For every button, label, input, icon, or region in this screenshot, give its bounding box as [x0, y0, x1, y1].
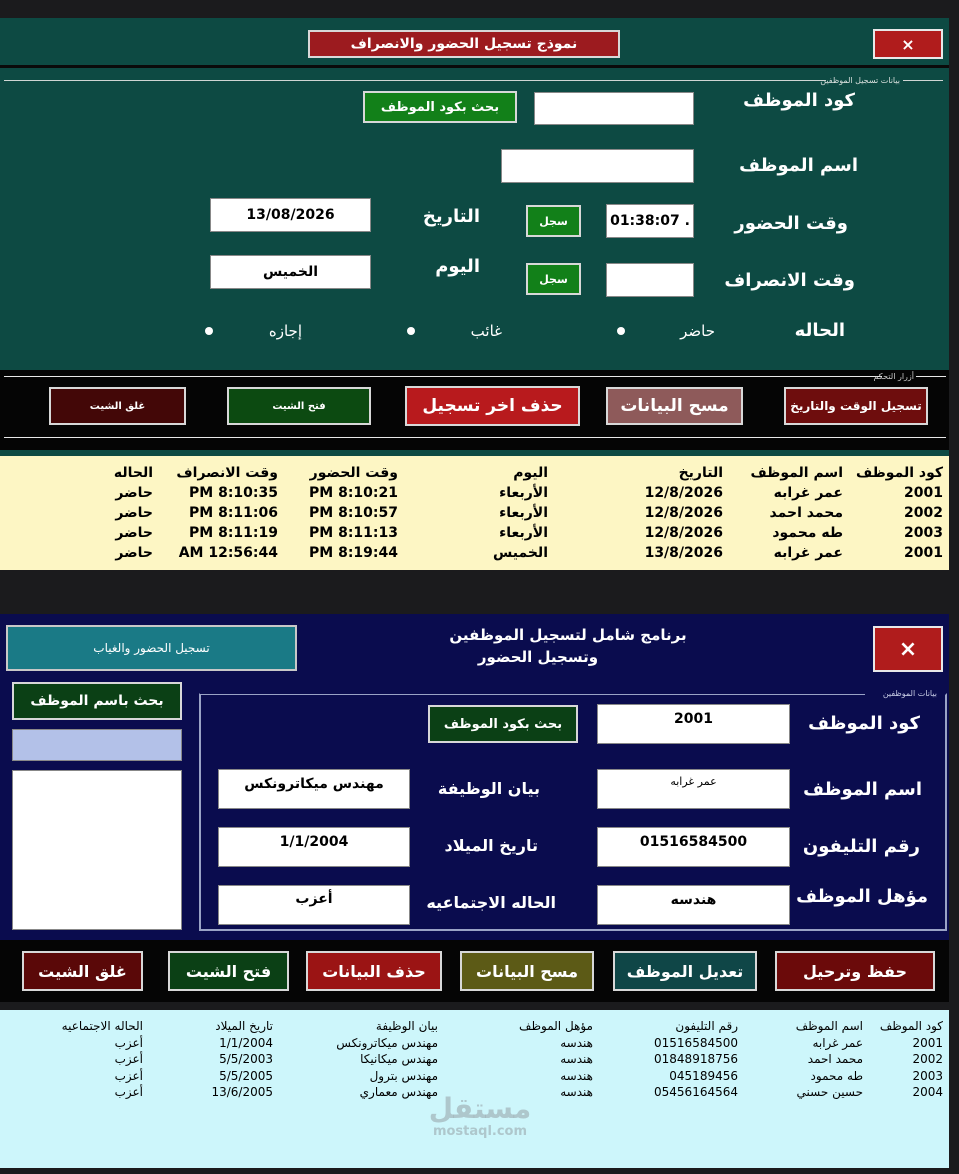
- table-row[interactable]: [78, 523, 943, 543]
- form1-status-label: الحاله: [794, 320, 845, 341]
- form2-section-caption: بيانات الموظفين: [882, 689, 937, 698]
- table-cell: الأربعاء: [499, 525, 548, 541]
- table-cell: أعزب: [114, 1052, 143, 1067]
- table-cell: هندسه: [560, 1035, 593, 1050]
- column-header[interactable]: رقم التليفون: [675, 1019, 738, 1034]
- status-option-present: حاضر: [680, 322, 715, 340]
- form1-section-caption: بيانات تسجيل الموظفين: [820, 76, 900, 85]
- table-cell: محمد احمد: [769, 505, 843, 521]
- form1-close-sheet-button[interactable]: غلق الشيت: [49, 387, 186, 425]
- table-row[interactable]: [23, 1068, 943, 1085]
- table-cell: هندسه: [560, 1085, 593, 1100]
- table-cell: مهندس ميكاترونكس: [336, 1035, 438, 1050]
- employees-table-panel: [0, 1010, 949, 1168]
- form2-close-button[interactable]: ×: [873, 626, 943, 672]
- watermark-logo: [420, 1094, 540, 1139]
- edit-employee-button[interactable]: تعديل الموظف: [613, 951, 757, 991]
- table-cell: طه محمود: [772, 525, 843, 541]
- form1-code-input[interactable]: [534, 92, 694, 125]
- qualification-input[interactable]: هندسه: [597, 885, 790, 925]
- attendance-table-panel: [0, 456, 949, 570]
- save-and-post-button[interactable]: حفظ وترحيل: [775, 951, 935, 991]
- table-row[interactable]: [23, 1035, 943, 1052]
- table-cell: 05456164564: [654, 1085, 738, 1100]
- table-cell: 8:10:57 PM: [309, 505, 398, 521]
- table-cell: مهندس ميكانيكا: [360, 1052, 438, 1067]
- phone-label: رقم التليفون: [802, 836, 920, 857]
- table-cell: 2003: [904, 525, 943, 541]
- table-cell: 12:56:44 AM: [178, 545, 278, 561]
- table-cell: 2002: [904, 505, 943, 521]
- form1-title: نموذج تسجيل الحضور والانصراف: [308, 30, 620, 58]
- form1-open-sheet-button[interactable]: فتح الشيت: [227, 387, 371, 425]
- form1-section-divider-right: [903, 80, 943, 81]
- birth-date-input[interactable]: 1/1/2004: [218, 827, 410, 867]
- table-cell: 2003: [912, 1068, 943, 1083]
- form1-controls-caption: أزرار التحكم: [873, 372, 914, 381]
- table-cell: 8:10:35 PM: [189, 485, 278, 501]
- job-title-input[interactable]: مهندس ميكاترونكس: [218, 769, 410, 809]
- form1-record-checkin-button[interactable]: سجل: [526, 205, 581, 237]
- qualification-label: مؤهل الموظف: [796, 886, 928, 907]
- column-header[interactable]: الحاله: [113, 465, 153, 481]
- table-cell: الأربعاء: [499, 485, 548, 501]
- table-cell: حاضر: [115, 505, 153, 521]
- column-header[interactable]: كود الموظف: [855, 465, 943, 481]
- form1-section-divider: [4, 80, 826, 81]
- form1-name-input[interactable]: [501, 149, 694, 183]
- phone-input[interactable]: 01516584500: [597, 827, 790, 867]
- table-row[interactable]: [78, 503, 943, 523]
- delete-last-record-button[interactable]: حذف اخر تسجيل: [405, 386, 580, 426]
- table-cell: 2001: [904, 545, 943, 561]
- status-radio-present[interactable]: [617, 327, 625, 335]
- table-row[interactable]: [78, 483, 943, 503]
- marital-status-label: الحاله الاجتماعيه: [426, 893, 556, 912]
- table-cell: 8:10:21 PM: [309, 485, 398, 501]
- form1-day-label: اليوم: [435, 256, 480, 277]
- form2-tab-attendance[interactable]: تسجيل الحضور والغياب: [6, 625, 297, 671]
- column-header[interactable]: اسم الموظف: [795, 1019, 863, 1034]
- form1-checkout-label: وقت الانصراف: [724, 270, 855, 291]
- table-cell: عمر غرابه: [812, 1035, 863, 1050]
- form1-code-label: كود الموظف: [743, 90, 855, 111]
- table-row[interactable]: [78, 543, 943, 563]
- table-cell: 2001: [904, 485, 943, 501]
- column-header[interactable]: التاريخ: [678, 465, 723, 481]
- table-cell: 12/8/2026: [644, 525, 723, 541]
- table-cell: 5/5/2005: [219, 1068, 273, 1083]
- form1-search-code-button[interactable]: بحث بكود الموظف: [363, 91, 517, 123]
- form2-open-sheet-button[interactable]: فتح الشيت: [168, 951, 289, 991]
- table-row[interactable]: [23, 1051, 943, 1068]
- column-header[interactable]: وقت الحضور: [309, 465, 398, 481]
- form2-search-code-button[interactable]: بحث بكود الموظف: [428, 705, 578, 743]
- name-results-list[interactable]: [12, 770, 182, 930]
- table-cell: 8:11:13 PM: [309, 525, 398, 541]
- form1-date-input[interactable]: 13/08/2026: [210, 198, 371, 232]
- table-cell: حسين حسني: [796, 1085, 863, 1100]
- column-header[interactable]: اسم الموظف: [750, 465, 843, 481]
- table-header-row: [23, 1018, 943, 1035]
- form1-checkin-label: وقت الحضور: [734, 213, 848, 234]
- form2-name-label: اسم الموظف: [803, 779, 922, 800]
- name-search-input[interactable]: [12, 729, 182, 761]
- table-cell: 12/8/2026: [644, 505, 723, 521]
- table-cell: 01516584500: [654, 1035, 738, 1050]
- table-cell: الأربعاء: [499, 505, 548, 521]
- table-cell: أعزب: [114, 1068, 143, 1083]
- table-cell: أعزب: [114, 1085, 143, 1100]
- column-header[interactable]: الحاله الاجتماعيه: [61, 1019, 143, 1034]
- table-cell: مهندس بترول: [369, 1068, 438, 1083]
- attendance-table: [78, 463, 943, 563]
- birth-date-label: تاريخ الميلاد: [444, 836, 538, 855]
- form1-date-label: التاريخ: [422, 206, 480, 227]
- record-time-date-button[interactable]: تسجيل الوقت والتاريخ: [784, 387, 928, 425]
- table-cell: 13/8/2026: [644, 545, 723, 561]
- table-cell: محمد احمد: [807, 1052, 863, 1067]
- column-header[interactable]: مؤهل الموظف: [519, 1019, 593, 1034]
- job-title-label: بيان الوظيفة: [437, 779, 540, 798]
- table-cell: 01848918756: [654, 1052, 738, 1067]
- table-cell: حاضر: [115, 545, 153, 561]
- table-cell: 1/1/2004: [219, 1035, 273, 1050]
- form1-checkin-input[interactable]: 01:38:07 .: [606, 204, 694, 238]
- form1-controls-divider: [4, 376, 882, 377]
- form2-section-divider: [199, 694, 865, 695]
- table-cell: طه محمود: [810, 1068, 863, 1083]
- form1-clear-button[interactable]: مسح البيانات: [606, 387, 743, 425]
- watermark-arabic: مستقل: [428, 1092, 532, 1125]
- table-cell: الخميس: [492, 545, 548, 561]
- form2-name-input[interactable]: عمر غرابه: [597, 769, 790, 809]
- table-cell: 12/8/2026: [644, 485, 723, 501]
- form2-clear-button[interactable]: مسح البيانات: [460, 951, 594, 991]
- search-by-name-button[interactable]: بحث باسم الموظف: [12, 682, 182, 720]
- form2-code-label: كود الموظف: [808, 713, 920, 734]
- form1-name-label: اسم الموظف: [739, 155, 858, 176]
- form1-checkout-input[interactable]: [606, 263, 694, 297]
- form2-title-line2: وتسجيل الحضور: [477, 648, 599, 666]
- delete-data-button[interactable]: حذف البيانات: [306, 951, 442, 991]
- form2-close-sheet-button[interactable]: غلق الشيت: [22, 951, 143, 991]
- table-cell: 5/5/2003: [219, 1052, 273, 1067]
- form1-day-input[interactable]: الخميس: [210, 255, 371, 289]
- table-cell: 2004: [912, 1085, 943, 1100]
- column-header[interactable]: وقت الانصراف: [176, 465, 278, 481]
- table-cell: عمر غرابه: [773, 485, 843, 501]
- form1-record-checkout-button[interactable]: سجل: [526, 263, 581, 295]
- status-option-absent: غائب: [470, 322, 502, 340]
- table-cell: مهندس معماري: [359, 1085, 438, 1100]
- form1-controls-bottom-line: [4, 437, 946, 438]
- form2-title-line1: برنامج شامل لتسجيل الموظفين: [449, 626, 687, 644]
- table-cell: 8:11:19 PM: [189, 525, 278, 541]
- form2-code-input[interactable]: 2001: [597, 704, 790, 744]
- status-radio-absent[interactable]: [407, 327, 415, 335]
- table-cell: 8:19:44 PM: [309, 545, 398, 561]
- column-header[interactable]: اليوم: [513, 465, 548, 481]
- table-cell: حاضر: [115, 485, 153, 501]
- table-cell: عمر غرابه: [773, 545, 843, 561]
- table-cell: هندسه: [560, 1068, 593, 1083]
- column-header[interactable]: تاريخ الميلاد: [215, 1019, 273, 1034]
- status-option-leave: إجازه: [268, 322, 302, 340]
- employees-table: [23, 1018, 943, 1101]
- column-header[interactable]: بيان الوظيفة: [375, 1019, 438, 1034]
- table-cell: 045189456: [669, 1068, 738, 1083]
- table-cell: 13/6/2005: [211, 1085, 273, 1100]
- table-cell: حاضر: [115, 525, 153, 541]
- form1-controls-divider-right: [916, 376, 946, 377]
- table-header-row: [78, 463, 943, 483]
- marital-status-input[interactable]: أعزب: [218, 885, 410, 925]
- form1-close-button[interactable]: ×: [873, 29, 943, 59]
- column-header[interactable]: كود الموظف: [879, 1019, 943, 1034]
- watermark-latin: mostaql.com: [432, 1124, 528, 1139]
- table-cell: أعزب: [114, 1035, 143, 1050]
- table-cell: 2002: [912, 1052, 943, 1067]
- status-radio-leave[interactable]: [205, 327, 213, 335]
- table-cell: هندسه: [560, 1052, 593, 1067]
- table-cell: 2001: [912, 1035, 943, 1050]
- table-cell: 8:11:06 PM: [189, 505, 278, 521]
